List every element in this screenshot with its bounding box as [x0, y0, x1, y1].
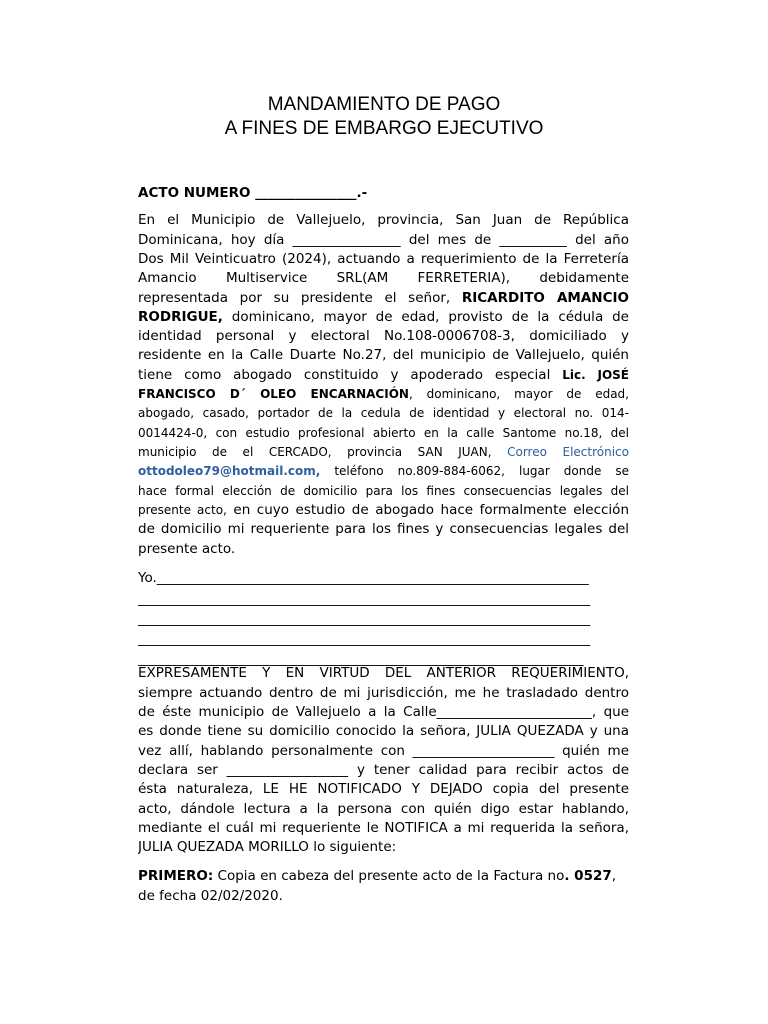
title-line-2: A FINES DE EMBARGO EJECUTIVO	[224, 118, 544, 139]
text-line	[138, 366, 629, 385]
text-span: en cuyo estudio de abogado hace formalmente elección	[226, 502, 629, 518]
text-line: JULIA QUEZADA MORILLO lo siguiente:	[138, 839, 397, 855]
text-line	[138, 289, 629, 308]
text-line: residente en la Calle Duarte No.27, del municipio de Vallejuelo, quién	[138, 347, 629, 363]
text-span: presente acto,	[138, 503, 227, 517]
bold-name: RODRIGUE,	[138, 309, 223, 325]
text-line: 0014424-0, con estudio profesional abierto en la calle Santome no.18, del	[138, 426, 629, 440]
text-line	[138, 867, 629, 886]
text-line: es donde tiene su domicilio conocido la señora, JULIA QUEZADA y una	[138, 723, 629, 739]
text-line: siempre actuando dentro de mi jurisdicción, me he trasladado dentro	[138, 685, 629, 701]
email-label: Correo Electrónico	[507, 445, 629, 459]
text-line: abogado, casado, portador de la cedula de identidad y electoral no. 014-	[138, 406, 629, 420]
text-line: vez allí, hablando personalmente con _____________________ quién me	[138, 743, 629, 759]
text-line: mediante el cuál mi requeriente le NOTIFICA a mi requerida la señora,	[138, 820, 629, 836]
text-span: tiene como abogado constituido y apoderado especial	[138, 367, 563, 383]
bold-name: FRANCISCO D´ OLEO ENCARNACIÓN	[138, 387, 409, 401]
text-line: En el Municipio de Vallejuelo, provincia, San Juan de República	[138, 212, 629, 228]
text-span: dominicano, mayor de edad, provisto de la cédula de	[222, 309, 629, 325]
fill-line: ___________________________________________________________________	[138, 611, 591, 627]
text-span: representada por su presidente el señor,	[138, 290, 462, 306]
primero-label: PRIMERO:	[138, 868, 214, 884]
text-line: Dominicana, hoy día ________________ del mes de __________ del año	[138, 232, 629, 248]
fill-line: Yo.________________________________________________________________	[138, 570, 589, 586]
text-line: Dos Mil Veinticuatro (2024), actuando a requerimiento de la Ferretería	[138, 251, 629, 267]
text-span: teléfono no.809-884-6062, lugar donde se	[320, 464, 629, 478]
acto-numero: ACTO NUMERO _______________.-	[138, 185, 368, 201]
text-line: de éste municipio de Vallejuelo a la Calle_______________________, que	[138, 704, 629, 720]
factura-number: . 0527	[564, 868, 612, 884]
bold-name: Lic. JOSÉ	[562, 368, 629, 382]
text-line	[138, 385, 629, 404]
fill-line: ___________________________________________________________________	[138, 591, 591, 607]
text-line: identidad personal y electoral No.108-0006708-3, domiciliado y	[138, 328, 629, 344]
text-span: municipio de el CERCADO, provincia SAN JUAN,	[138, 445, 508, 459]
text-line: Amancio Multiservice SRL(AM FERRETERIA), debidamente	[138, 270, 629, 286]
text-line: hace formal elección de domicilio para los fines consecuencias legales del	[138, 484, 629, 498]
text-line: declara ser __________________ y tener calidad para recibir actos de	[138, 762, 629, 778]
text-line: EXPRESAMENTE Y EN VIRTUD DEL ANTERIOR REQUERIMIENTO,	[138, 665, 629, 681]
text-line	[138, 501, 629, 520]
bold-name: RICARDITO AMANCIO	[461, 290, 629, 306]
email-link[interactable]: ottodoleo79@hotmail.com,	[138, 464, 321, 478]
title-line-1: MANDAMIENTO DE PAGO	[267, 94, 501, 115]
fill-line: __________________________________________________________________	[138, 651, 584, 667]
fill-line: ___________________________________________________________________	[138, 631, 591, 647]
text-line: de domicilio mi requeriente para los fines y consecuencias legales del	[138, 521, 629, 537]
text-line	[138, 308, 629, 327]
text-line	[138, 443, 629, 462]
text-span: Copia en cabeza del presente acto de la Factura no	[213, 868, 565, 884]
text-line: de fecha 02/02/2020.	[138, 888, 283, 904]
text-line: presente acto.	[138, 541, 236, 557]
text-line	[138, 462, 629, 481]
text-span: , dominicano, mayor de edad,	[408, 387, 629, 401]
text-line: acto, dándole lectura a la persona con quién digo estar hablando,	[138, 801, 629, 817]
document-title	[0, 93, 768, 141]
text-span: ,	[611, 868, 617, 884]
text-line: ésta naturaleza, LE HE NOTIFICADO Y DEJADO copia del presente	[138, 781, 629, 797]
